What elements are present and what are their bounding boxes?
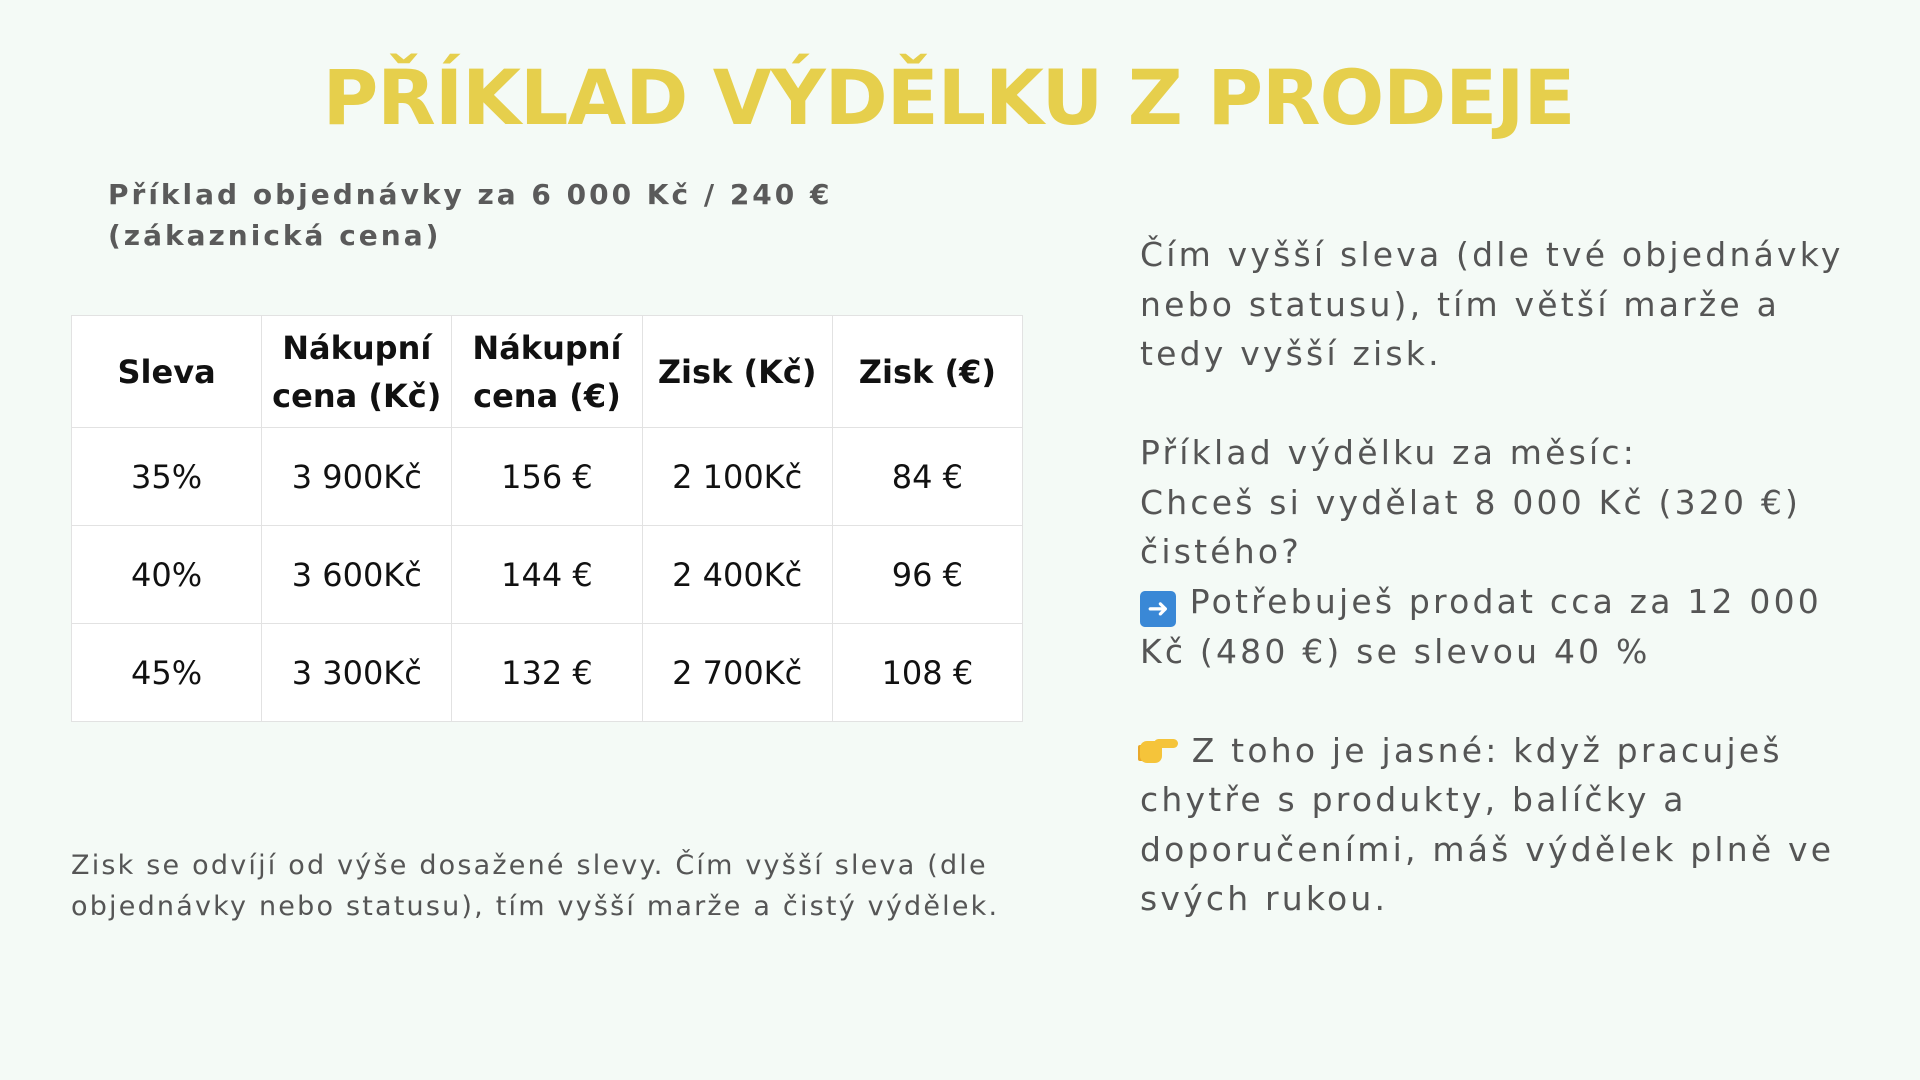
table-cell: 3 900Kč [262, 428, 452, 526]
explanation-line: Čím vyšší sleva (dle tvé objednávky [1140, 235, 1844, 274]
table-row [72, 624, 1023, 722]
earnings-explanation [1140, 230, 1900, 924]
order-example-heading [108, 174, 868, 256]
table-cell: 156 € [452, 428, 642, 526]
header-label: Nákupní [282, 328, 432, 367]
header-zisk-eur [832, 316, 1022, 428]
paragraph-gap [1140, 379, 1900, 429]
header-sleva [72, 316, 262, 428]
discount-table [71, 315, 1023, 722]
table-row [72, 428, 1023, 526]
profit-note [71, 845, 1051, 927]
explanation-line: Kč (480 €) se slevou 40 % [1140, 631, 1651, 671]
order-example-line: Příklad objednávky za 6 000 Kč / 240 € [108, 178, 833, 211]
explanation-line: doporučeními, máš výdělek plně ve [1140, 829, 1835, 869]
table-cell: 84 € [832, 428, 1022, 526]
table-row [72, 526, 1023, 624]
table-cell: 96 € [832, 526, 1022, 624]
hand-line-text: Z toho je jasné: když pracuješ [1178, 730, 1783, 770]
table-cell: 40% [72, 526, 262, 624]
table-cell: 3 600Kč [262, 526, 452, 624]
table-cell: 108 € [832, 624, 1022, 722]
explanation-line: tedy vyšší zisk. [1140, 334, 1442, 373]
header-label: Zisk (Kč) [657, 352, 817, 391]
arrow-line [1140, 577, 1900, 627]
table-cell: 2 700Kč [642, 624, 832, 722]
explanation-line: chytře s produkty, balíčky a [1140, 780, 1687, 819]
table-cell: 35% [72, 428, 262, 526]
table-cell: 132 € [452, 624, 642, 722]
explanation-line: svých rukou. [1140, 879, 1389, 918]
table-cell: 2 400Kč [642, 526, 832, 624]
table-cell: 2 100Kč [642, 428, 832, 526]
header-zisk-kc [642, 316, 832, 428]
monthly-example-heading: Příklad výdělku za měsíc: [1140, 433, 1638, 472]
explanation-line: čistého? [1140, 532, 1302, 571]
table-header-row [72, 316, 1023, 428]
explanation-line: Chceš si vydělat 8 000 Kč (320 €) [1140, 482, 1802, 522]
pointing-hand-icon [1140, 731, 1178, 767]
right-arrow-icon: ➜ [1140, 591, 1176, 627]
paragraph-gap [1140, 676, 1900, 726]
header-nakupni-cena-eur [452, 316, 642, 428]
note-line: objednávky nebo statusu), tím vyšší marže a čistý výdělek. [71, 891, 1000, 922]
explanation-line: nebo statusu), tím větší marže a [1140, 284, 1781, 324]
page-title: PŘÍKLAD VÝDĚLKU Z PRODEJE [322, 53, 1575, 142]
header-label: Nákupní [472, 328, 622, 367]
hand-line [1140, 726, 1900, 776]
table-cell: 144 € [452, 526, 642, 624]
table-cell: 3 300Kč [262, 624, 452, 722]
note-line: Zisk se odvíjí od výše dosažené slevy. Čím vyšší sleva (dle [71, 850, 988, 881]
header-label: Sleva [117, 352, 216, 391]
header-label: cena (Kč) [272, 376, 442, 415]
header-label: Zisk (€) [858, 352, 996, 391]
table-cell: 45% [72, 624, 262, 722]
header-nakupni-cena-kc [262, 316, 452, 428]
header-label: cena (€) [473, 376, 621, 415]
arrow-line-text: Potřebuješ prodat cca za 12 000 [1176, 581, 1822, 621]
order-example-line: (zákaznická cena) [108, 219, 442, 252]
